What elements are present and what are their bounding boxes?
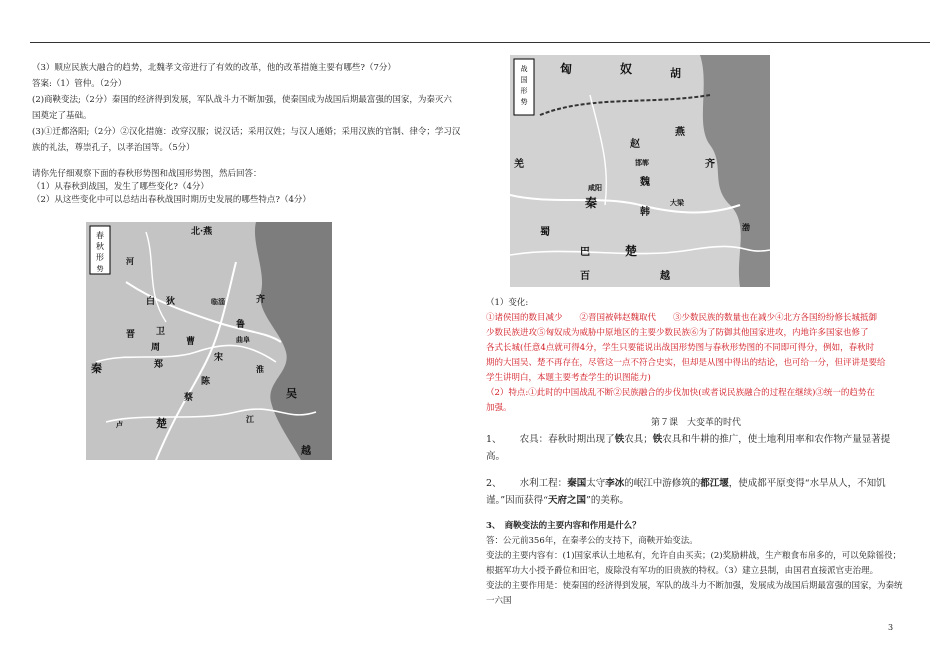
spring-label-lu-people: 卢: [116, 420, 123, 429]
spring-label-chu: 楚: [156, 417, 167, 430]
lesson-title: 第７课 大变革的时代: [650, 418, 741, 428]
right-column: [486, 296, 906, 609]
spring-label-qufu: 曲阜: [236, 335, 250, 344]
change-line-3: 各式长城(任意4点就可得4分，学生只要能说出战国形势图与春秋形势图的不同即可得分，例如，春秋时: [486, 343, 875, 353]
spring-label-linzi: 临淄: [211, 297, 225, 306]
spring-label-zhou: 周: [151, 343, 161, 353]
spring-label-qin: 秦: [91, 362, 102, 375]
item-2-number: 2、: [486, 478, 502, 489]
warring-label-qiang: 羌: [514, 159, 524, 170]
warring-label-zhao: 赵: [630, 139, 640, 150]
warring-label-daliang: 大梁: [670, 198, 684, 207]
item-2-text-3: ，使成都平原变得“水旱从人，不知饥: [728, 478, 886, 489]
item-1-pre: 农具：春秋时期出现了: [519, 434, 615, 445]
spring-label-lu: 鲁: [236, 320, 246, 330]
item-2-bold-libing: 李冰: [605, 478, 625, 489]
warring-label-bohai: 渤: [742, 222, 750, 232]
warring-map-title-4: 势: [520, 98, 528, 106]
item-2-pre: 水利工程：: [519, 478, 568, 489]
change-heading: （1）变化:: [486, 298, 529, 308]
warring-label-nu: 奴: [620, 62, 633, 76]
item-2-bold-qin: 秦国: [567, 478, 587, 489]
warring-label-chu: 楚: [625, 244, 638, 258]
warring-label-xianyang: 咸阳: [588, 183, 602, 192]
spring-label-he: 河: [126, 256, 134, 266]
spring-label-song: 宋: [214, 353, 224, 363]
change-line-4: 期的大国吴、楚不再存在，尽管这一点不符合史实，但却是从图中得出的结论，也可给一分，但评讲是要给: [486, 358, 886, 368]
answer-3-line-2: 族的礼法，尊崇孔子，以孝治国等。（5分）: [32, 143, 195, 153]
warring-label-handan: 邯郸: [635, 158, 649, 167]
spring-label-jiang: 江: [246, 414, 254, 424]
warring-label-qin: 秦: [585, 196, 598, 210]
spring-label-yan: 北·燕: [191, 227, 213, 237]
item-1-bold-1: 铁: [614, 434, 625, 445]
item-2-bold-dujiangyan: 都江堰: [700, 478, 729, 489]
spring-label-wu: 吴: [286, 387, 297, 400]
warring-states-map: [510, 55, 770, 287]
answer-3-line-1: (3)①迁都洛阳;（2分）②汉化措施：改穿汉服；说汉话；采用汉姓；与汉人通婚；采用汉族的官制、律令；学习汉: [32, 127, 461, 137]
map-question-1: （1）从春秋到战国，发生了哪些变化?（4分）: [32, 182, 209, 192]
page-number: 3: [888, 623, 894, 632]
item-3-answer-3: 根据军功大小授予爵位和田宅，废除没有军功的旧贵族的特权。（3）建立县制，由国君直接派官吏治理。: [486, 566, 879, 576]
item-2-line-2-pre: 谨。”因而获得“: [486, 495, 548, 506]
spring-autumn-map: [86, 222, 332, 460]
spring-label-bai: 白: [146, 297, 156, 307]
spring-label-wei: 卫: [156, 327, 166, 337]
feature-line-2: 加强。: [486, 403, 512, 413]
answer-1: 答案:（1）管仲。（2分）: [32, 79, 127, 89]
spring-label-jin: 晋: [126, 330, 136, 340]
map-question-intro: 请你先仔细观察下面的春秋形势图和战国形势图，然后回答：: [32, 169, 262, 179]
item-2-text-2: 的岷江中游修筑的: [624, 478, 701, 489]
feature-line-1: （2）特点:①此时的中国战乱不断②民族融合的步伐加快(或者说民族融合的过程在继续)③统一的趋势在: [486, 388, 875, 398]
spring-label-yue: 越: [301, 446, 311, 457]
warring-map-title-1: 战: [520, 65, 528, 73]
spring-label-di: 狄: [166, 297, 176, 307]
answer-2-line-2: 国奠定了基础。: [32, 111, 92, 121]
change-line-1: ①诸侯国的数目减少 ②晋国被韩赵魏取代 ③少数民族的数量也在减少④北方各国纷纷修长城抵御: [486, 313, 878, 323]
change-line-2: 少数民族进攻⑤匈奴成为威胁中原地区的主要少数民族⑥为了防御其他国家进攻，内地许多国家也修了: [486, 328, 869, 338]
header-rule: [30, 42, 930, 43]
spring-map-title-4: 势: [96, 265, 104, 273]
item-1-mid: 农具；: [624, 434, 653, 445]
item-2-bold-tianfu: 天府之国: [547, 495, 586, 506]
warring-map-title-3: 形: [520, 87, 528, 95]
change-line-5: 学生讲明白，本题主要考查学生的识图能力): [486, 373, 651, 383]
warring-label-shu: 蜀: [540, 227, 550, 238]
warring-label-bai: 百: [580, 271, 590, 282]
item-2-line-2: [486, 492, 906, 509]
item-3-answer-1: 答：公元前356年，在秦孝公的支持下，商鞅开始变法。: [486, 536, 698, 546]
warring-label-qi: 齐: [705, 159, 715, 170]
map-question-2: （2）从这些变化中可以总结出春秋战国时期历史发展的哪些特点?（4分）: [32, 195, 311, 205]
item-1-bold-2: 铁: [652, 434, 663, 445]
warring-label-ba: 巴: [580, 247, 590, 258]
warring-label-xiong: 匈: [560, 62, 573, 76]
spring-label-huai: 淮: [256, 364, 264, 374]
warring-label-han: 韩: [640, 207, 650, 218]
spring-label-cai: 蔡: [184, 393, 194, 403]
warring-label-hu: 胡: [670, 67, 681, 80]
spring-label-zheng: 郑: [154, 360, 164, 370]
question-3-stem: （3）顺应民族大融合的趋势，北魏孝文帝进行了有效的改革，他的改革措施主要有哪些?（7分）: [32, 63, 396, 73]
warring-label-yue: 越: [660, 271, 670, 282]
spring-autumn-map-svg: [86, 222, 332, 460]
item-2: [486, 475, 906, 492]
answer-2-line-1: (2)商鞅变法;（2分）秦国的经济得到发展，军队战斗力不断加强，使秦国成为战国后期最富强的国家，为秦灭六: [32, 95, 452, 105]
spring-label-cao: 曹: [186, 337, 196, 347]
spring-map-title-1: 春: [96, 231, 104, 240]
spring-label-qi: 齐: [256, 295, 266, 305]
item-1-post: 农具和牛耕的推广，使土地利用率和农作物产量显著提高。: [486, 434, 891, 462]
spring-map-title-3: 形: [96, 253, 104, 262]
item-1: [486, 431, 906, 465]
warring-label-yan: 燕: [675, 127, 685, 138]
warring-label-wei: 魏: [640, 177, 650, 188]
spring-label-chen: 陈: [201, 377, 211, 387]
left-column: [32, 60, 482, 207]
warring-map-title-2: 国: [520, 76, 528, 84]
item-1-number: 1、: [486, 434, 502, 445]
item-3-answer-4: 变法的主要作用是：使秦国的经济得到发展，军队的战斗力不断加强，发展成为战国后期最富强的国家，为秦统一六国: [486, 581, 903, 606]
item-2-text-1: 太守: [586, 478, 606, 489]
item-3-answer-2: 变法的主要内容有：(1)国家承认土地私有，允许自由买卖；(2)奖励耕战，生产粮食布帛多的，可以免除徭役；: [486, 551, 902, 561]
item-2-line-2-post: ”的美称。: [585, 495, 629, 506]
warring-states-map-svg: [510, 55, 770, 287]
item-3-heading: 3、 商鞅变法的主要内容和作用是什么？: [486, 521, 641, 531]
spring-map-title-2: 秋: [96, 242, 104, 251]
